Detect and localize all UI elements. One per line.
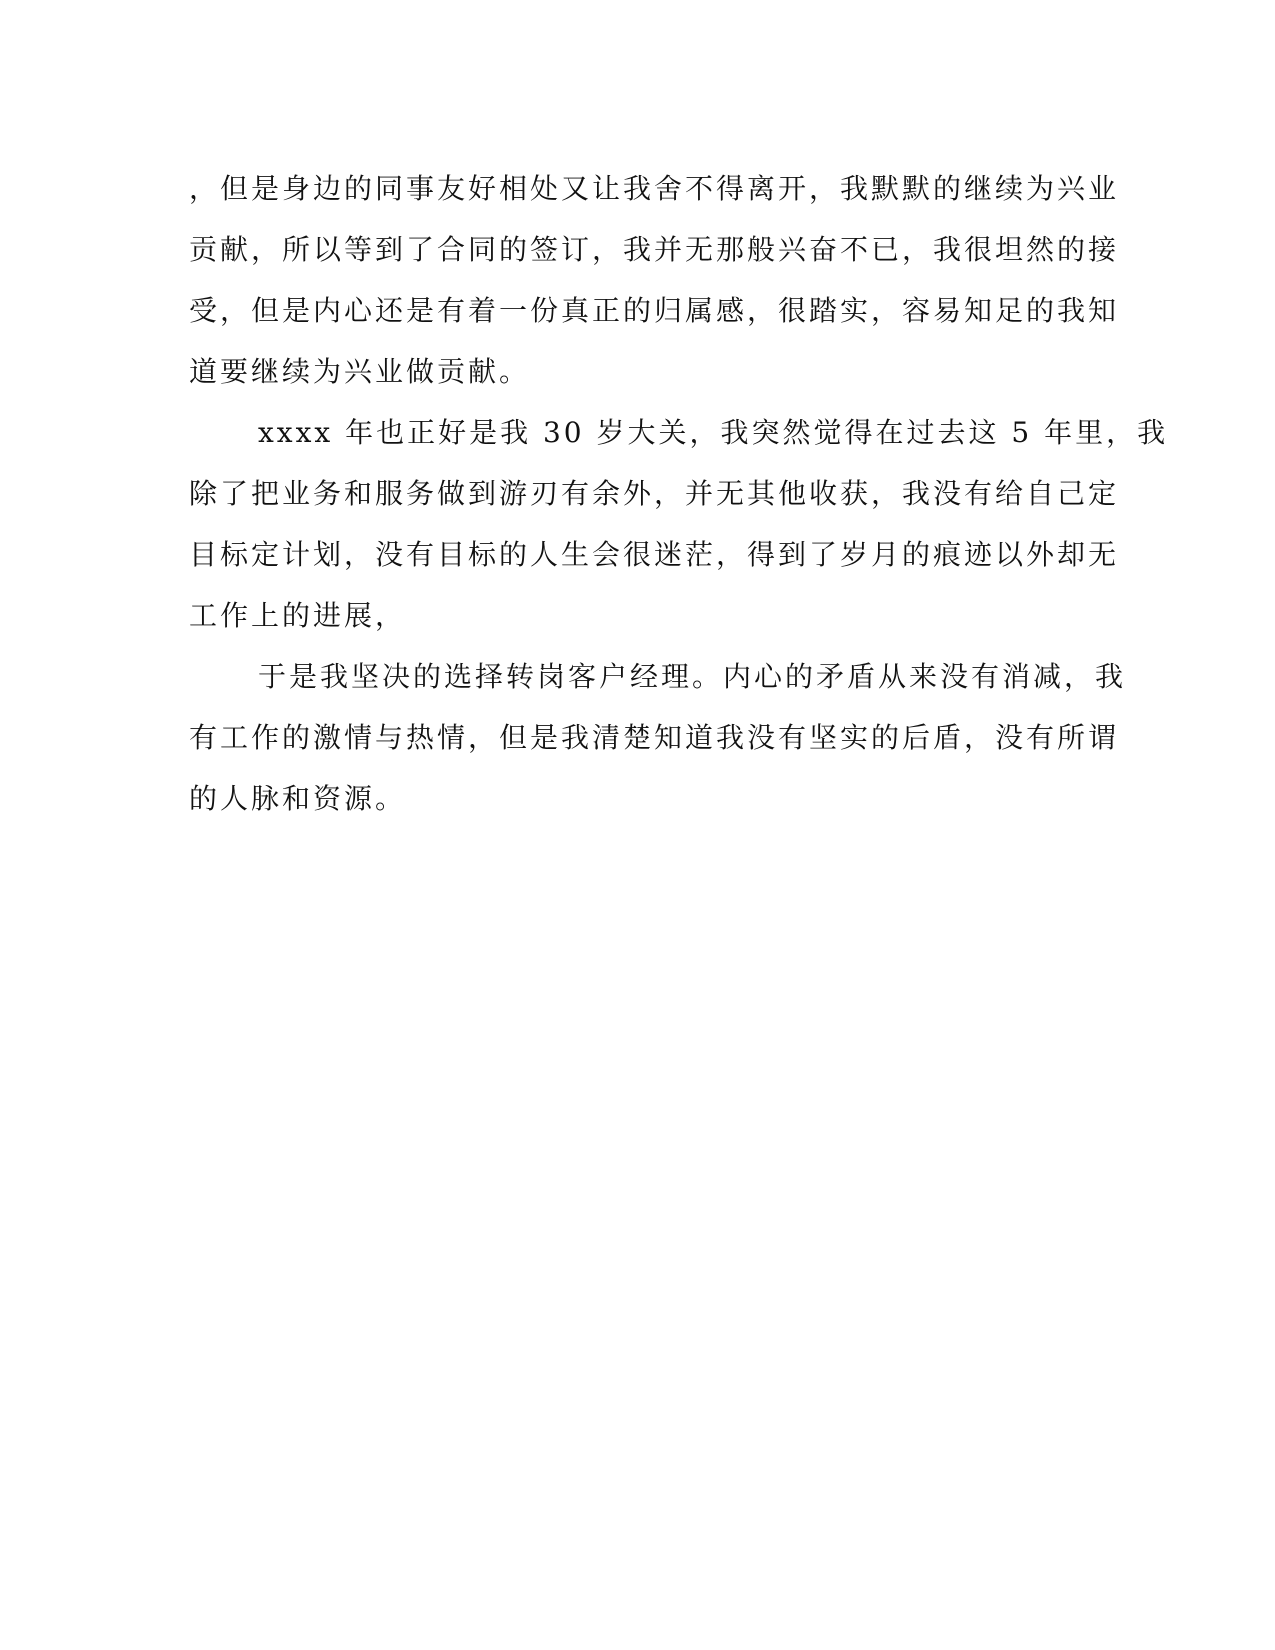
text-line: 目标定计划，没有目标的人生会很迷茫，得到了岁月的痕迹以外却无: [189, 538, 1120, 571]
paragraph: [189, 402, 1169, 646]
text-line: 工作上的进展，: [189, 599, 407, 632]
paragraph: [189, 158, 1120, 402]
text-line: xxxx 年也正好是我 30 岁大关，我突然觉得在过去这 5 年里，我: [258, 416, 1169, 449]
text-line: 贡献，所以等到了合同的签订，我并无那般兴奋不已，我很坦然的接: [189, 233, 1120, 266]
text-line: ，但是身边的同事友好相处又让我舍不得离开，我默默的继续为兴业: [189, 172, 1120, 205]
text-line: 除了把业务和服务做到游刃有余外，并无其他收获，我没有给自己定: [189, 477, 1120, 510]
text-line: 的人脉和资源。: [189, 782, 407, 815]
text-line: 于是我坚决的选择转岗客户经理。内心的矛盾从来没有消减，我: [258, 660, 1127, 693]
document-body: [189, 158, 1169, 829]
text-line: 有工作的激情与热情，但是我清楚知道我没有坚实的后盾，没有所谓: [189, 721, 1120, 754]
text-line: 受，但是内心还是有着一份真正的归属感，很踏实，容易知足的我知: [189, 294, 1120, 327]
paragraph: [189, 646, 1127, 829]
text-line: 道要继续为兴业做贡献。: [189, 355, 531, 388]
